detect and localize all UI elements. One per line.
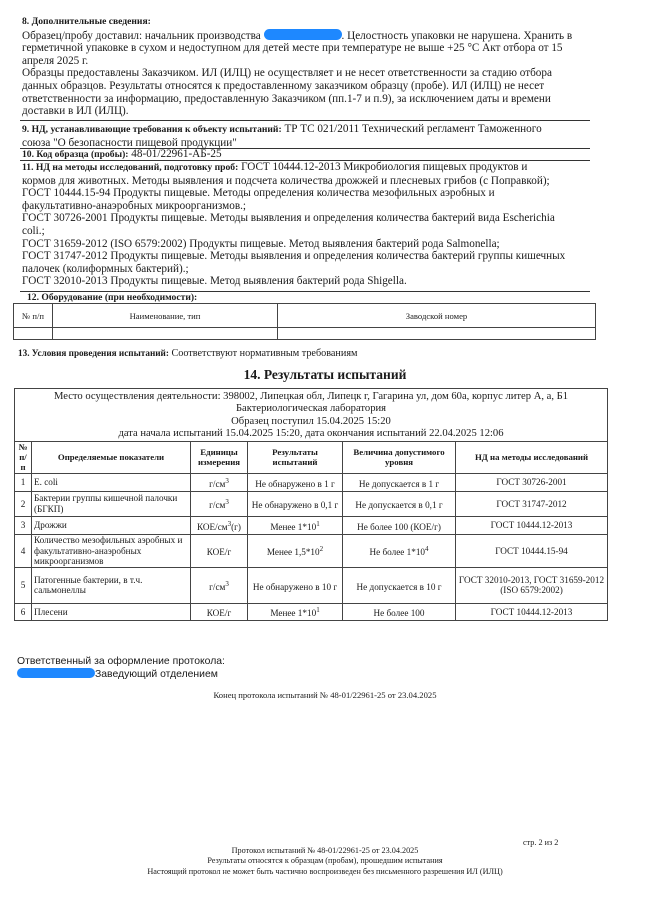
results-row	[15, 516, 608, 534]
col-unit: Единицы измерения	[191, 441, 248, 473]
limit	[343, 491, 456, 516]
indicator: E. coli	[32, 473, 191, 491]
disclaimer-line-2: данных образцов. Результаты относятся к предоставленному заказчиком образцу (пробе). ИЛ (ИЛЦ) не несет	[22, 79, 545, 92]
storage-text: герметичной упаковке в сухом и недоступном для детей месте при температуре не выше +25 °С Акт отбора от 15	[22, 42, 563, 55]
disclaimer-line-1: Образцы предоставлены Заказчиком. ИЛ (ИЛЦ) не осуществляет и не несет ответственности за стадию отбора	[22, 67, 552, 80]
cell	[278, 328, 596, 340]
col-method: НД на методы исследований	[456, 441, 608, 473]
unit	[191, 603, 248, 620]
equipment-header-row	[14, 304, 596, 328]
row-number: 6	[15, 603, 32, 620]
row-number: 2	[15, 491, 32, 516]
results-row	[15, 603, 608, 620]
col-result: Результаты испытаний	[248, 441, 343, 473]
lab-info	[15, 389, 608, 442]
col-indicator: Определяемые показатели	[32, 441, 191, 473]
section-9-requirements	[22, 123, 588, 149]
row-number: 1	[15, 473, 32, 491]
packaging-text: . Целостность упаковки не нарушена. Хранить в	[341, 29, 573, 42]
footer-results-note: Результаты относятся к образцам (пробам), прошедшим испытания	[207, 856, 443, 866]
sample-code-value: 48-01/22961-АБ-25	[131, 148, 222, 160]
method-line: ГОСТ 31747-2012 Продукты пищевые. Методы выявления и определения количества бактерий группы кишечных	[22, 250, 566, 263]
results-row	[15, 534, 608, 567]
results-row	[15, 473, 608, 491]
limit-text: Не более 100	[373, 608, 425, 619]
limit-text: Не допускается в 0,1 г	[355, 500, 443, 511]
results-header-row	[15, 441, 608, 473]
limit-text: Не допускается в 10 г	[356, 581, 442, 592]
result-text: Не обнаружено в 0,1 г	[251, 500, 339, 511]
disclaimer-line-3: ответственности за информацию, предоставленную Заказчиком (пп.1-7 и п.9), за исключением даты и времени	[22, 92, 551, 105]
limit	[343, 567, 456, 603]
method-line: факультативно-анаэробных микроорганизмов.;	[22, 199, 247, 212]
result-text: Не обнаружено в 10 г	[252, 581, 338, 592]
result-sup: 1	[316, 519, 320, 528]
section-11-methods	[22, 161, 588, 288]
unit-text: г/см	[209, 500, 226, 511]
row-number: 5	[15, 567, 32, 603]
method-line: coli.;	[22, 224, 45, 237]
cell	[53, 328, 278, 340]
col-limit: Величина допустимого уровня	[343, 441, 456, 473]
result	[248, 516, 343, 534]
page-footer	[0, 846, 650, 877]
unit-sup: 3	[225, 498, 229, 507]
section-11-title: 11. НД на методы исследований, подготовку проб:	[22, 162, 239, 173]
conditions-value: Соответствуют нормативным требованиям	[171, 348, 358, 359]
method-line: палочек (колиформных бактерий).;	[22, 262, 189, 275]
footer-protocol: Протокол испытаний № 48-01/22961-25 от 23.04.2025	[231, 846, 419, 855]
unit-text: КОЕ/г	[206, 608, 232, 619]
section-8-title: 8. Дополнительные сведения:	[22, 16, 151, 27]
results-row	[15, 567, 608, 603]
signature-block	[17, 655, 225, 681]
method-line: ГОСТ 30726-2001 Продукты пищевые. Методы выявления и определения количества бактерий вида Escherichia	[22, 212, 555, 225]
limit-text: Не более 100 (КОЕ/г)	[357, 521, 441, 532]
section-9-text-2: союза "О безопасности пищевой продукции"	[22, 136, 237, 149]
limit	[343, 473, 456, 491]
section-10-title: 10. Код образца (пробы):	[22, 149, 129, 160]
section-9-title: 9. НД, устанавливающие требования к объекту испытаний:	[22, 124, 282, 135]
method: ГОСТ 30726-2001	[456, 473, 608, 491]
result-sup: 1	[316, 606, 320, 615]
method-line: ГОСТ 10444.15-94 Продукты пищевые. Методы определения количества мезофильных аэробных и	[22, 187, 495, 200]
divider	[20, 120, 590, 121]
cell	[14, 328, 53, 340]
unit-text: г/см	[209, 581, 226, 592]
redacted-name	[17, 668, 95, 678]
result-text: Не обнаружено в 1 г	[255, 478, 335, 489]
unit	[191, 534, 248, 567]
result-sup: 2	[319, 545, 324, 554]
section-12-title: 12. Оборудование (при необходимости):	[27, 292, 198, 303]
method: ГОСТ 32010-2013, ГОСТ 31659-2012 (ISO 6579:2002)	[456, 567, 608, 603]
unit	[191, 491, 248, 516]
limit-text: Не более 1*10	[369, 547, 426, 558]
limit-text: Не допускается в 1 г	[358, 478, 440, 489]
unit-text: КОЕ/г	[206, 547, 232, 558]
indicator: Патогенные бактерии, в т.ч. сальмонеллы	[32, 567, 191, 603]
indicator: Плесени	[32, 603, 191, 620]
results-table	[14, 388, 608, 621]
equipment-table	[13, 303, 596, 340]
section-13-title: 13. Условия проведения испытаний:	[18, 348, 169, 358]
method: ГОСТ 10444.12-2013	[456, 603, 608, 620]
unit-sup: 3	[225, 476, 229, 485]
indicator: Количество мезофильных аэробных и факультативно-анаэробных микроорганизмов	[32, 534, 191, 567]
result	[248, 491, 343, 516]
delivered-by-text: Образец/пробу доставил: начальник производства	[22, 29, 261, 42]
method-line: ГОСТ 10444.12-2013 Микробиология пищевых продуктов и	[241, 161, 528, 173]
limit	[343, 603, 456, 620]
result	[248, 567, 343, 603]
result-text: Менее 1*10	[270, 521, 317, 532]
disclaimer-line-4: доставки в ИЛ (ИЛЦ).	[22, 105, 129, 118]
indicator: Дрожжи	[32, 516, 191, 534]
row-number: 3	[15, 516, 32, 534]
result-text: Менее 1*10	[270, 608, 317, 619]
redacted-name	[264, 29, 342, 40]
method: ГОСТ 10444.15-94	[456, 534, 608, 567]
section-13-conditions	[18, 348, 357, 359]
limit	[343, 534, 456, 567]
unit-sup: 3	[227, 519, 232, 528]
col-number: № п/п	[15, 441, 32, 473]
method-line: ГОСТ 32010-2013 Продукты пищевые. Метод выявления бактерий рода Shigella.	[22, 275, 407, 288]
col-serial: Заводской номер	[278, 304, 596, 328]
test-dates: дата начала испытаний 15.04.2025 15:20, дата окончания испытаний 22.04.2025 12:06	[118, 428, 504, 440]
end-of-protocol-note: Конец протокола испытаний № 48-01/22961-25 от 23.04.2025	[213, 690, 437, 700]
unit	[191, 473, 248, 491]
sample-received: Образец поступил 15.04.2025 15:20	[231, 415, 391, 427]
col-number: № п/п	[14, 304, 53, 328]
results-info-row	[15, 389, 608, 442]
method: ГОСТ 10444.12-2013	[456, 516, 608, 534]
section-9-text-1: ТР ТС 021/2011 Технический регламент Таможенного	[284, 123, 542, 135]
method-line: ГОСТ 31659-2012 (ISO 6579:2002) Продукты пищевые. Метод выявления бактерий рода Salmonella;	[22, 237, 500, 250]
limit-sup: 4	[425, 545, 429, 554]
unit-sup: 3	[225, 579, 229, 588]
sampling-date-text: апреля 2025 г.	[22, 54, 89, 67]
method: ГОСТ 31747-2012	[456, 491, 608, 516]
unit-text: г/см	[209, 478, 226, 489]
unit	[191, 516, 248, 534]
result	[248, 534, 343, 567]
result	[248, 473, 343, 491]
limit	[343, 516, 456, 534]
results-row	[15, 491, 608, 516]
page-number: стр. 2 из 2	[523, 838, 559, 847]
col-name-type: Наименование, тип	[53, 304, 278, 328]
indicator: Бактерии группы кишечной палочки (БГКП)	[32, 491, 191, 516]
signature-position: Заведующий отделением	[95, 669, 218, 680]
lab-address: Место осуществления деятельности: 398002, Липецкая обл, Липецк г, Гагарина ул, дом 60а, корпус литер А, а, Б1	[53, 391, 569, 402]
row-number: 4	[15, 534, 32, 567]
equipment-row	[14, 328, 596, 340]
section-14-title: 14. Результаты испытаний	[243, 367, 407, 382]
unit-text: КОЕ/см	[197, 521, 228, 532]
unit-suffix: (г)	[231, 521, 241, 532]
unit	[191, 567, 248, 603]
signature-label: Ответственный за оформление протокола:	[17, 656, 225, 667]
footer-copyright-note: Настоящий протокол не может быть частично воспроизведен без письменного разрешения ИЛ (ИЛЦ)	[147, 866, 503, 876]
result-text: Менее 1,5*10	[266, 547, 320, 558]
method-line: кормов для животных. Методы выявления и подсчета количества дрожжей и плесневых грибов (с Поправкой);	[22, 174, 550, 187]
lab-name: Бактериологическая лаборатория	[235, 403, 387, 415]
result	[248, 603, 343, 620]
section-8-additional-info	[22, 15, 588, 118]
